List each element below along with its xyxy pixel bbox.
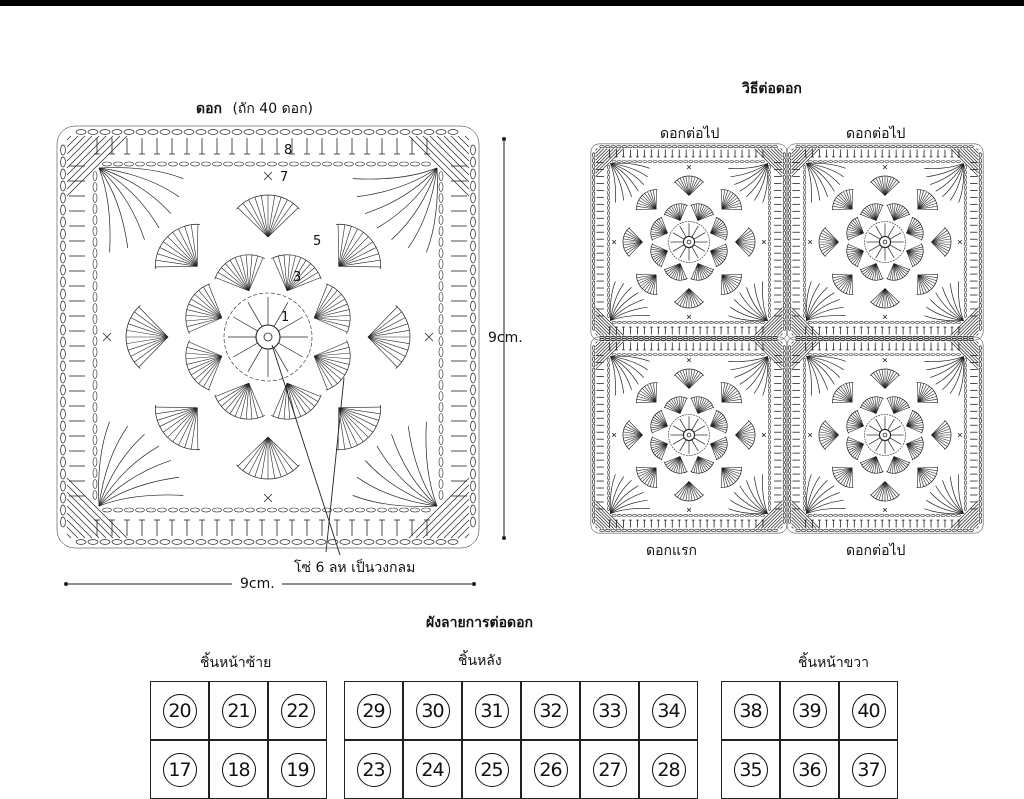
back-panel-cell: [462, 740, 521, 799]
motif-number: 21: [222, 694, 256, 728]
motif-number: 34: [652, 694, 686, 728]
left-panel-cell: [209, 681, 268, 740]
right-panel-cell: [721, 681, 780, 740]
left-panel-cell: [268, 740, 327, 799]
motif-number: 36: [793, 753, 827, 787]
motif-number: 40: [852, 694, 886, 728]
motif-number: 19: [281, 753, 315, 787]
motif-square: [57, 126, 479, 548]
round-label-8: 8: [284, 143, 292, 158]
left-panel-title: ชิ้นหน้าซ้าย: [200, 652, 271, 674]
right-panel-cell: [780, 740, 839, 799]
motif-number: 25: [475, 753, 509, 787]
round-label-1: 1: [281, 310, 289, 325]
back-panel-cell: [344, 740, 403, 799]
back-panel-cell: [639, 681, 698, 740]
right-panel-title: ชิ้นหน้าขวา: [798, 652, 869, 674]
right-panel-cell: [839, 681, 898, 740]
joining-diagram: [591, 144, 983, 533]
height-dimension-label: 9cm.: [488, 330, 523, 346]
motif-number: 24: [416, 753, 450, 787]
right-panel-cell: [721, 740, 780, 799]
motif-number: 17: [163, 753, 197, 787]
round-label-5: 5: [313, 234, 321, 249]
chain-ring-note: โซ่ 6 ลห เป็นวงกลม: [294, 557, 415, 579]
motif-number: 37: [852, 753, 886, 787]
back-panel-cell: [580, 740, 639, 799]
motif-number: 18: [222, 753, 256, 787]
motif-number: 38: [734, 694, 768, 728]
back-panel-cell: [521, 740, 580, 799]
back-panel-cell: [403, 681, 462, 740]
motif-number: 28: [652, 753, 686, 787]
back-panel-cell: [521, 681, 580, 740]
back-panel-cell: [344, 681, 403, 740]
layout-chart-title: ผังลายการต่อดอก: [426, 612, 533, 634]
left-panel-cell: [268, 681, 327, 740]
motif-number: 29: [357, 694, 391, 728]
motif-number: 31: [475, 694, 509, 728]
round-label-7: 7: [280, 170, 288, 185]
motif-number: 35: [734, 753, 768, 787]
motif-number: 33: [593, 694, 627, 728]
motif-number: 27: [593, 753, 627, 787]
left-panel-cell: [209, 740, 268, 799]
motif-number: 39: [793, 694, 827, 728]
back-panel-cell: [403, 740, 462, 799]
back-panel-title: ชิ้นหลัง: [458, 650, 502, 672]
motif-number: 20: [163, 694, 197, 728]
motif-title: ดอก: [196, 101, 222, 117]
mini-motif: [591, 337, 787, 533]
back-panel-cell: [639, 740, 698, 799]
joining-label-top-left: ดอกต่อไป: [660, 123, 719, 145]
motif-number: 30: [416, 694, 450, 728]
joining-label-bottom-left: ดอกแรก: [646, 540, 697, 562]
mini-motif: [591, 144, 787, 340]
joining-label-bottom-right: ดอกต่อไป: [846, 540, 905, 562]
width-dimension-label: 9cm.: [240, 576, 275, 592]
left-panel-cell: [150, 681, 209, 740]
back-panel-cell: [580, 681, 639, 740]
right-panel-cell: [780, 681, 839, 740]
motif-number: 32: [534, 694, 568, 728]
motif-number: 23: [357, 753, 391, 787]
mini-motif: [787, 337, 983, 533]
joining-label-top-right: ดอกต่อไป: [846, 123, 905, 145]
right-panel-cell: [839, 740, 898, 799]
motif-number: 26: [534, 753, 568, 787]
motif-number: 22: [281, 694, 315, 728]
round-label-3: 3: [293, 270, 301, 285]
back-panel-cell: [462, 681, 521, 740]
left-panel-cell: [150, 740, 209, 799]
motif-subtitle: (ถัก 40 ดอก): [232, 101, 313, 117]
joining-title: วิธีต่อดอก: [742, 78, 802, 100]
mini-motif: [787, 144, 983, 340]
